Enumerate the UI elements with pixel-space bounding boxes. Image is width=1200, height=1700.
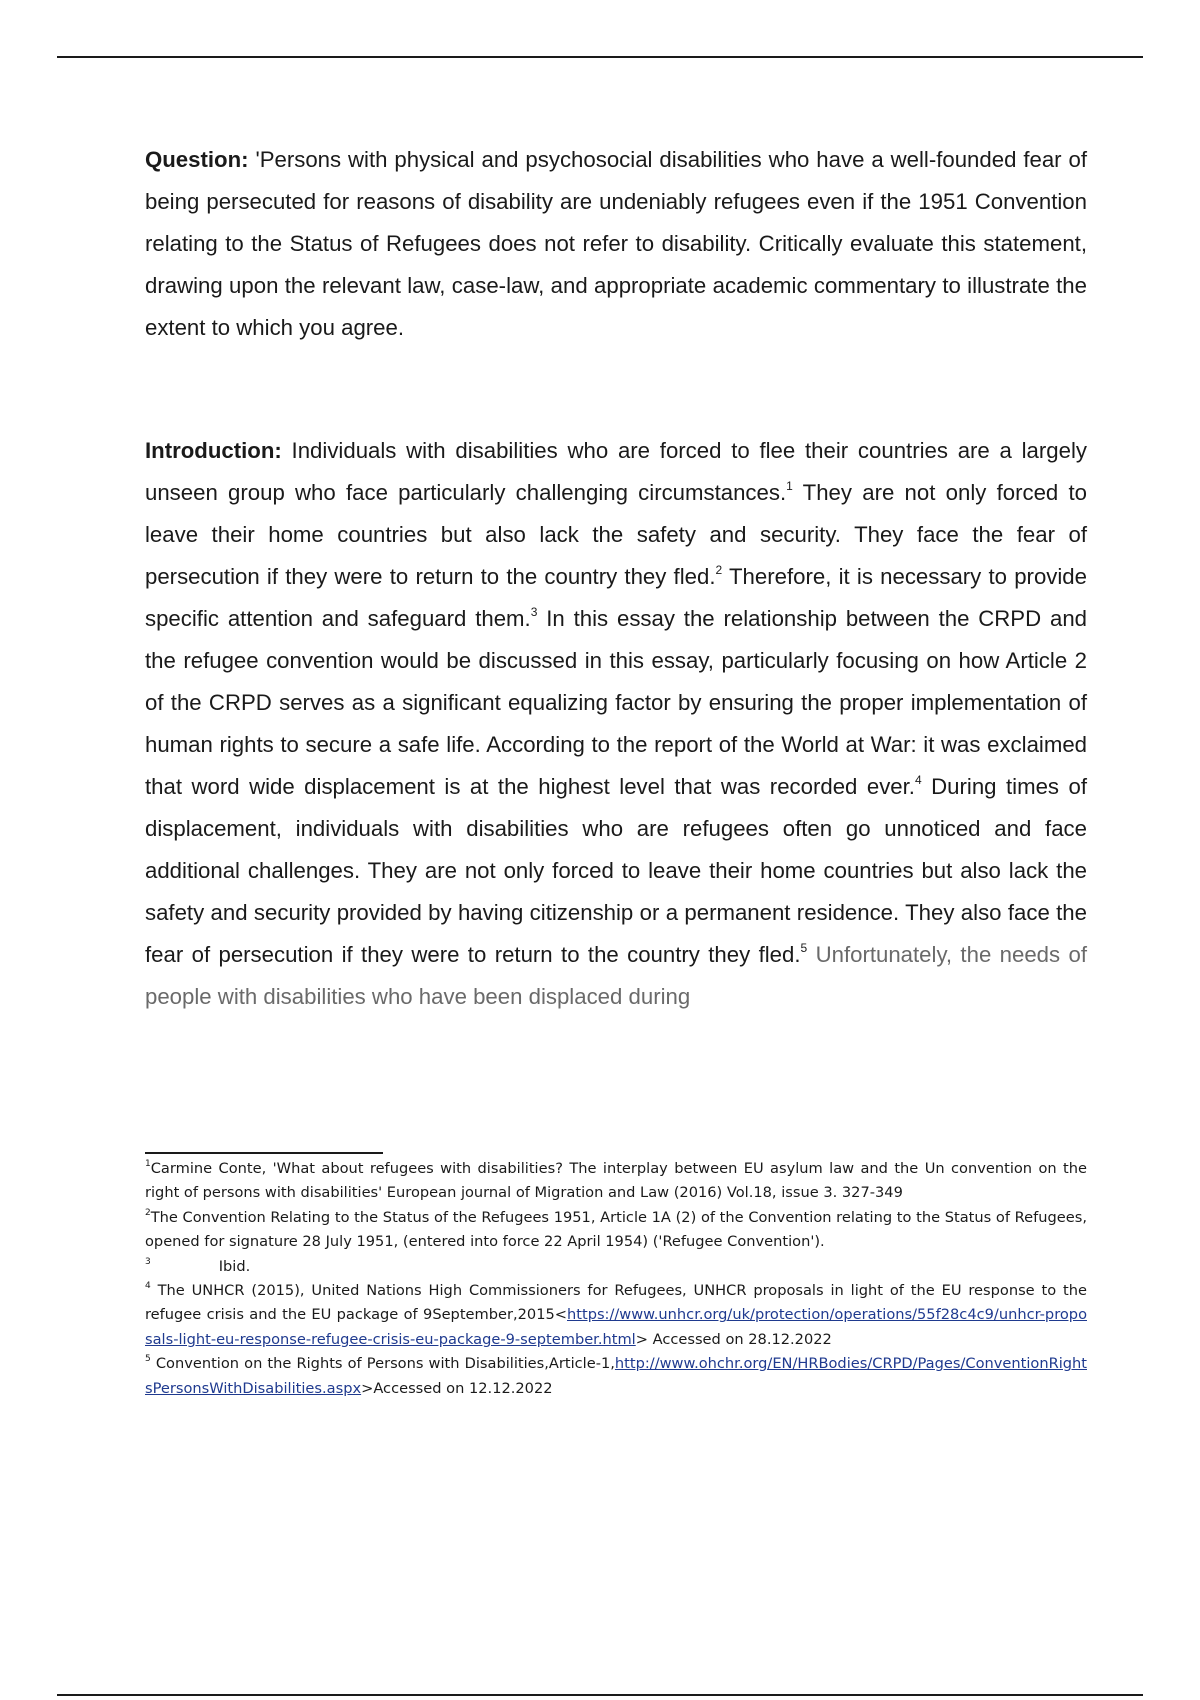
footnote-ref-3[interactable]: 3 xyxy=(530,604,538,619)
footnote-5-mark: 5 xyxy=(145,1354,151,1365)
footnote-4-link[interactable]: https://www.unhcr.org/uk/protection/operations/55f28c4c9/unhcr-proposals-light-eu-response-refugee-crisis-eu-package-9-september.html xyxy=(145,1306,1087,1348)
introduction-label: Introduction: xyxy=(145,438,282,463)
footnote-4-mark: 4 xyxy=(145,1281,151,1292)
footnote-4 xyxy=(145,1279,1087,1352)
footnote-2 xyxy=(145,1206,1087,1255)
footnote-3-text: Ibid. xyxy=(218,1257,251,1275)
footnote-ref-2[interactable]: 2 xyxy=(715,562,723,577)
footnote-5-accessed: >Accessed on 12.12.2022 xyxy=(361,1379,553,1397)
introduction-paragraph xyxy=(145,430,1087,1018)
footnotes-section xyxy=(145,1157,1087,1401)
footnote-2-text: The Convention Relating to the Status of the Refugees 1951, Article 1A (2) of the Convention relating to the Status of Refugees, opened for signature 28 July 1951, (entered into force 22 April 1954) ('Refugee Convention'). xyxy=(145,1208,1087,1251)
introduction-sentence-1: Individuals with disabilities who are forced to flee their countries are a largely unseen group who face particularly challenging circumstances. xyxy=(145,438,1087,505)
introduction-sentence-3: Therefore, it is necessary to provide specific attention and safeguard them. xyxy=(145,564,1087,631)
footnote-2-mark: 2 xyxy=(145,1207,151,1218)
footnote-3 xyxy=(145,1255,1087,1279)
introduction-spacer xyxy=(807,942,815,967)
introduction-sentence-2: They are not only forced to leave their home countries but also lack the safety and security. They face the fear of persecution if they were to return to the country they fled. xyxy=(145,480,1087,589)
footnote-1 xyxy=(145,1157,1087,1206)
question-label: Question: xyxy=(145,147,249,172)
footnote-4-text: The UNHCR (2015), United Nations High Commissioners for Refugees, UNHCR proposals in light of the EU response to the refugee crisis and the EU package of 9September,2015< xyxy=(145,1282,1087,1324)
introduction-sentence-4: In this essay the relationship between the CRPD and the refugee convention would be discussed in this essay, particularly focusing on how Article 2 of the CRPD serves as a significant equalizing factor by ensuring the proper implementation of human rights to secure a safe life. According to the report of the World at War: it was exclaimed that word wide displacement is at the highest level that was recorded ever. xyxy=(145,606,1087,799)
footnote-ref-5[interactable]: 5 xyxy=(800,940,808,955)
footnote-ref-1[interactable]: 1 xyxy=(786,478,793,493)
footnote-5-text: Convention on the Rights of Persons with Disabilities,Article-1, xyxy=(150,1355,615,1373)
footnote-1-mark: 1 xyxy=(145,1159,151,1170)
introduction-faded-line: Unfortunately, the needs of people with disabilities who have been displaced during xyxy=(145,942,1087,1009)
footnote-1-text: Carmine Conte, 'What about refugees with disabilities? The interplay between EU asylum law and the Un convention on the right of persons with disabilities' European journal of Migration and Law (2016) Vol.18, issue 3. 327-349 xyxy=(145,1160,1087,1202)
footnote-ref-4[interactable]: 4 xyxy=(914,772,922,787)
footnote-3-mark: 3 xyxy=(145,1256,151,1267)
question-paragraph xyxy=(145,139,1087,349)
header-rule xyxy=(57,56,1143,58)
footnote-5 xyxy=(145,1352,1087,1401)
footnote-separator xyxy=(145,1152,383,1154)
footnote-4-accessed: > Accessed on 28.12.2022 xyxy=(635,1330,832,1348)
footer-rule xyxy=(57,1694,1143,1696)
footnote-5-link[interactable]: http://www.ohchr.org/EN/HRBodies/CRPD/Pages/ConventionRightsPersonsWithDisabilities.aspx xyxy=(145,1355,1087,1397)
introduction-sentence-5: During times of displacement, individuals with disabilities who are refugees often go unnoticed and face additional challenges. They are not only forced to leave their home countries but also lack the safety and security provided by having citizenship or a permanent residence. They also face the fear of persecution if they were to return to the country they fled. xyxy=(145,774,1087,967)
question-text: 'Persons with physical and psychosocial disabilities who have a well-founded fear of being persecuted for reasons of disability are undeniably refugees even if the 1951 Convention relating to the Status of Refugees does not refer to disability. Critically evaluate this statement, drawing upon the relevant law, case-law, and appropriate academic commentary to illustrate the extent to which you agree. xyxy=(145,147,1087,340)
